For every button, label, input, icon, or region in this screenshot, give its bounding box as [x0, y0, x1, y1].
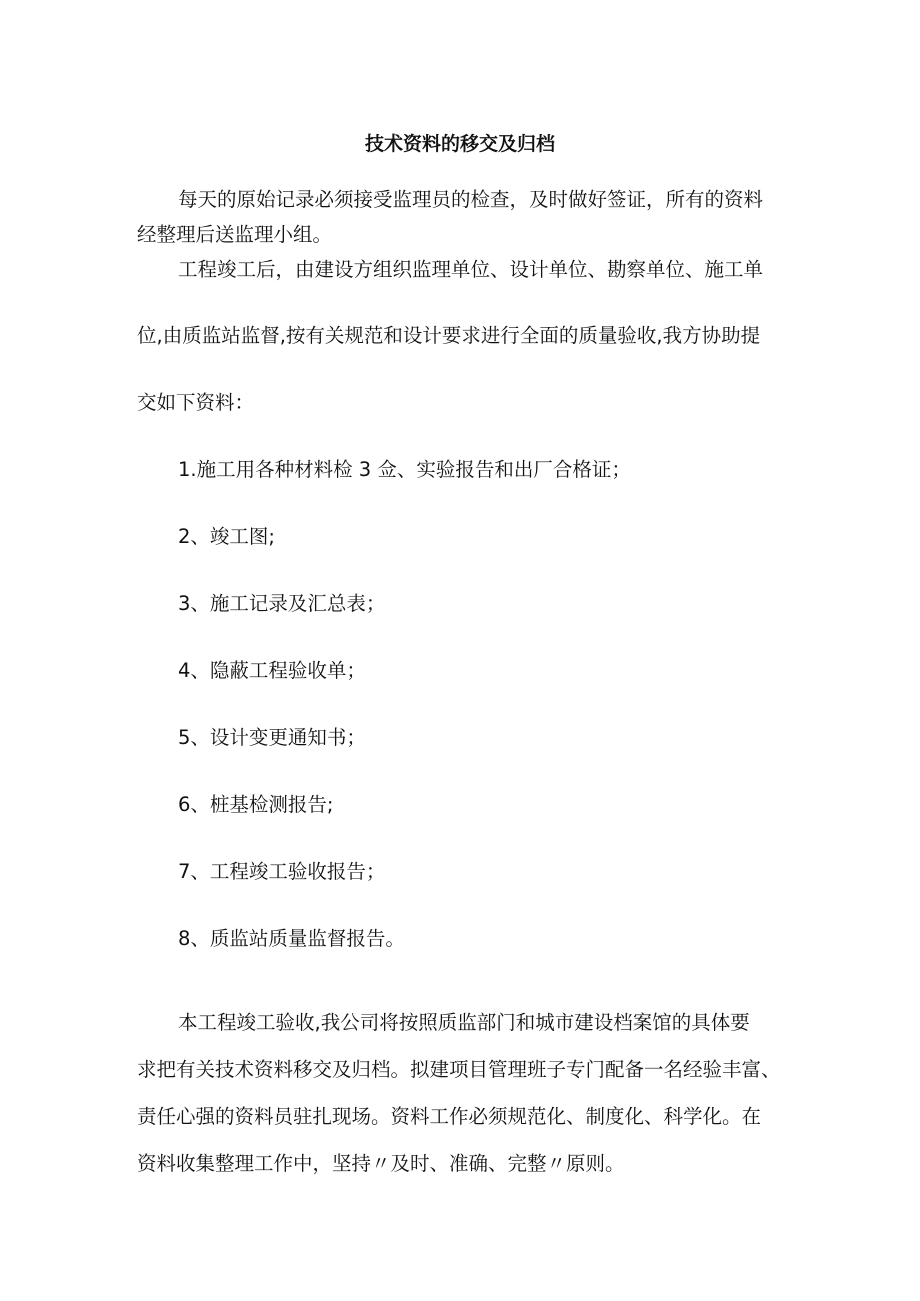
list-item-6: 6、桩基检测报告;	[178, 793, 334, 816]
para1-line-1: 每天的原始记录必须接受监理员的检查，及时做好签证，所有的资料	[178, 188, 764, 211]
document-title: 技术资料的移交及归档	[364, 133, 555, 155]
para3-line-4: 资料收集整理工作中，坚持〃及时、准确、完整〃原则。	[137, 1152, 625, 1175]
para1-line-2: 经整理后送监理小组。	[137, 223, 333, 246]
list-item-7: 7、工程竣工验收报告；	[178, 860, 386, 883]
list-item-1: 1.施工用各种材料检 3 佥、实验报告和出厂合格证；	[178, 458, 631, 481]
para2-line-2: 位,由质监站监督,按有关规范和设计要求进行全面的质量验收,我方协助提	[137, 324, 761, 347]
list-item-5: 5、设计变更通知书；	[178, 726, 366, 749]
para2-line-1: 工程竣工后，由建设方组织监理单位、设计单位、勘察单位、施工单	[178, 258, 764, 281]
para3-line-1: 本工程竣工验收,我公司将按照质监部门和城市建设档案馆的具体要	[178, 1011, 750, 1034]
para3-line-3: 责任心强的资料员驻扎现场。资料工作必须规范化、制度化、科学化。在	[137, 1105, 762, 1128]
list-item-2: 2、竣工图;	[178, 525, 275, 548]
list-item-3: 3、施工记录及汇总表；	[178, 592, 386, 615]
list-item-8: 8、质监站质量监督报告。	[178, 927, 405, 950]
para3-line-2: 求把有关技术资料移交及归档。拟建项目管理班子专门配备一名经验丰富、	[137, 1058, 781, 1081]
para2-line-3: 交如下资料：	[137, 391, 255, 414]
list-item-4: 4、隐蔽工程验收单；	[178, 659, 366, 682]
